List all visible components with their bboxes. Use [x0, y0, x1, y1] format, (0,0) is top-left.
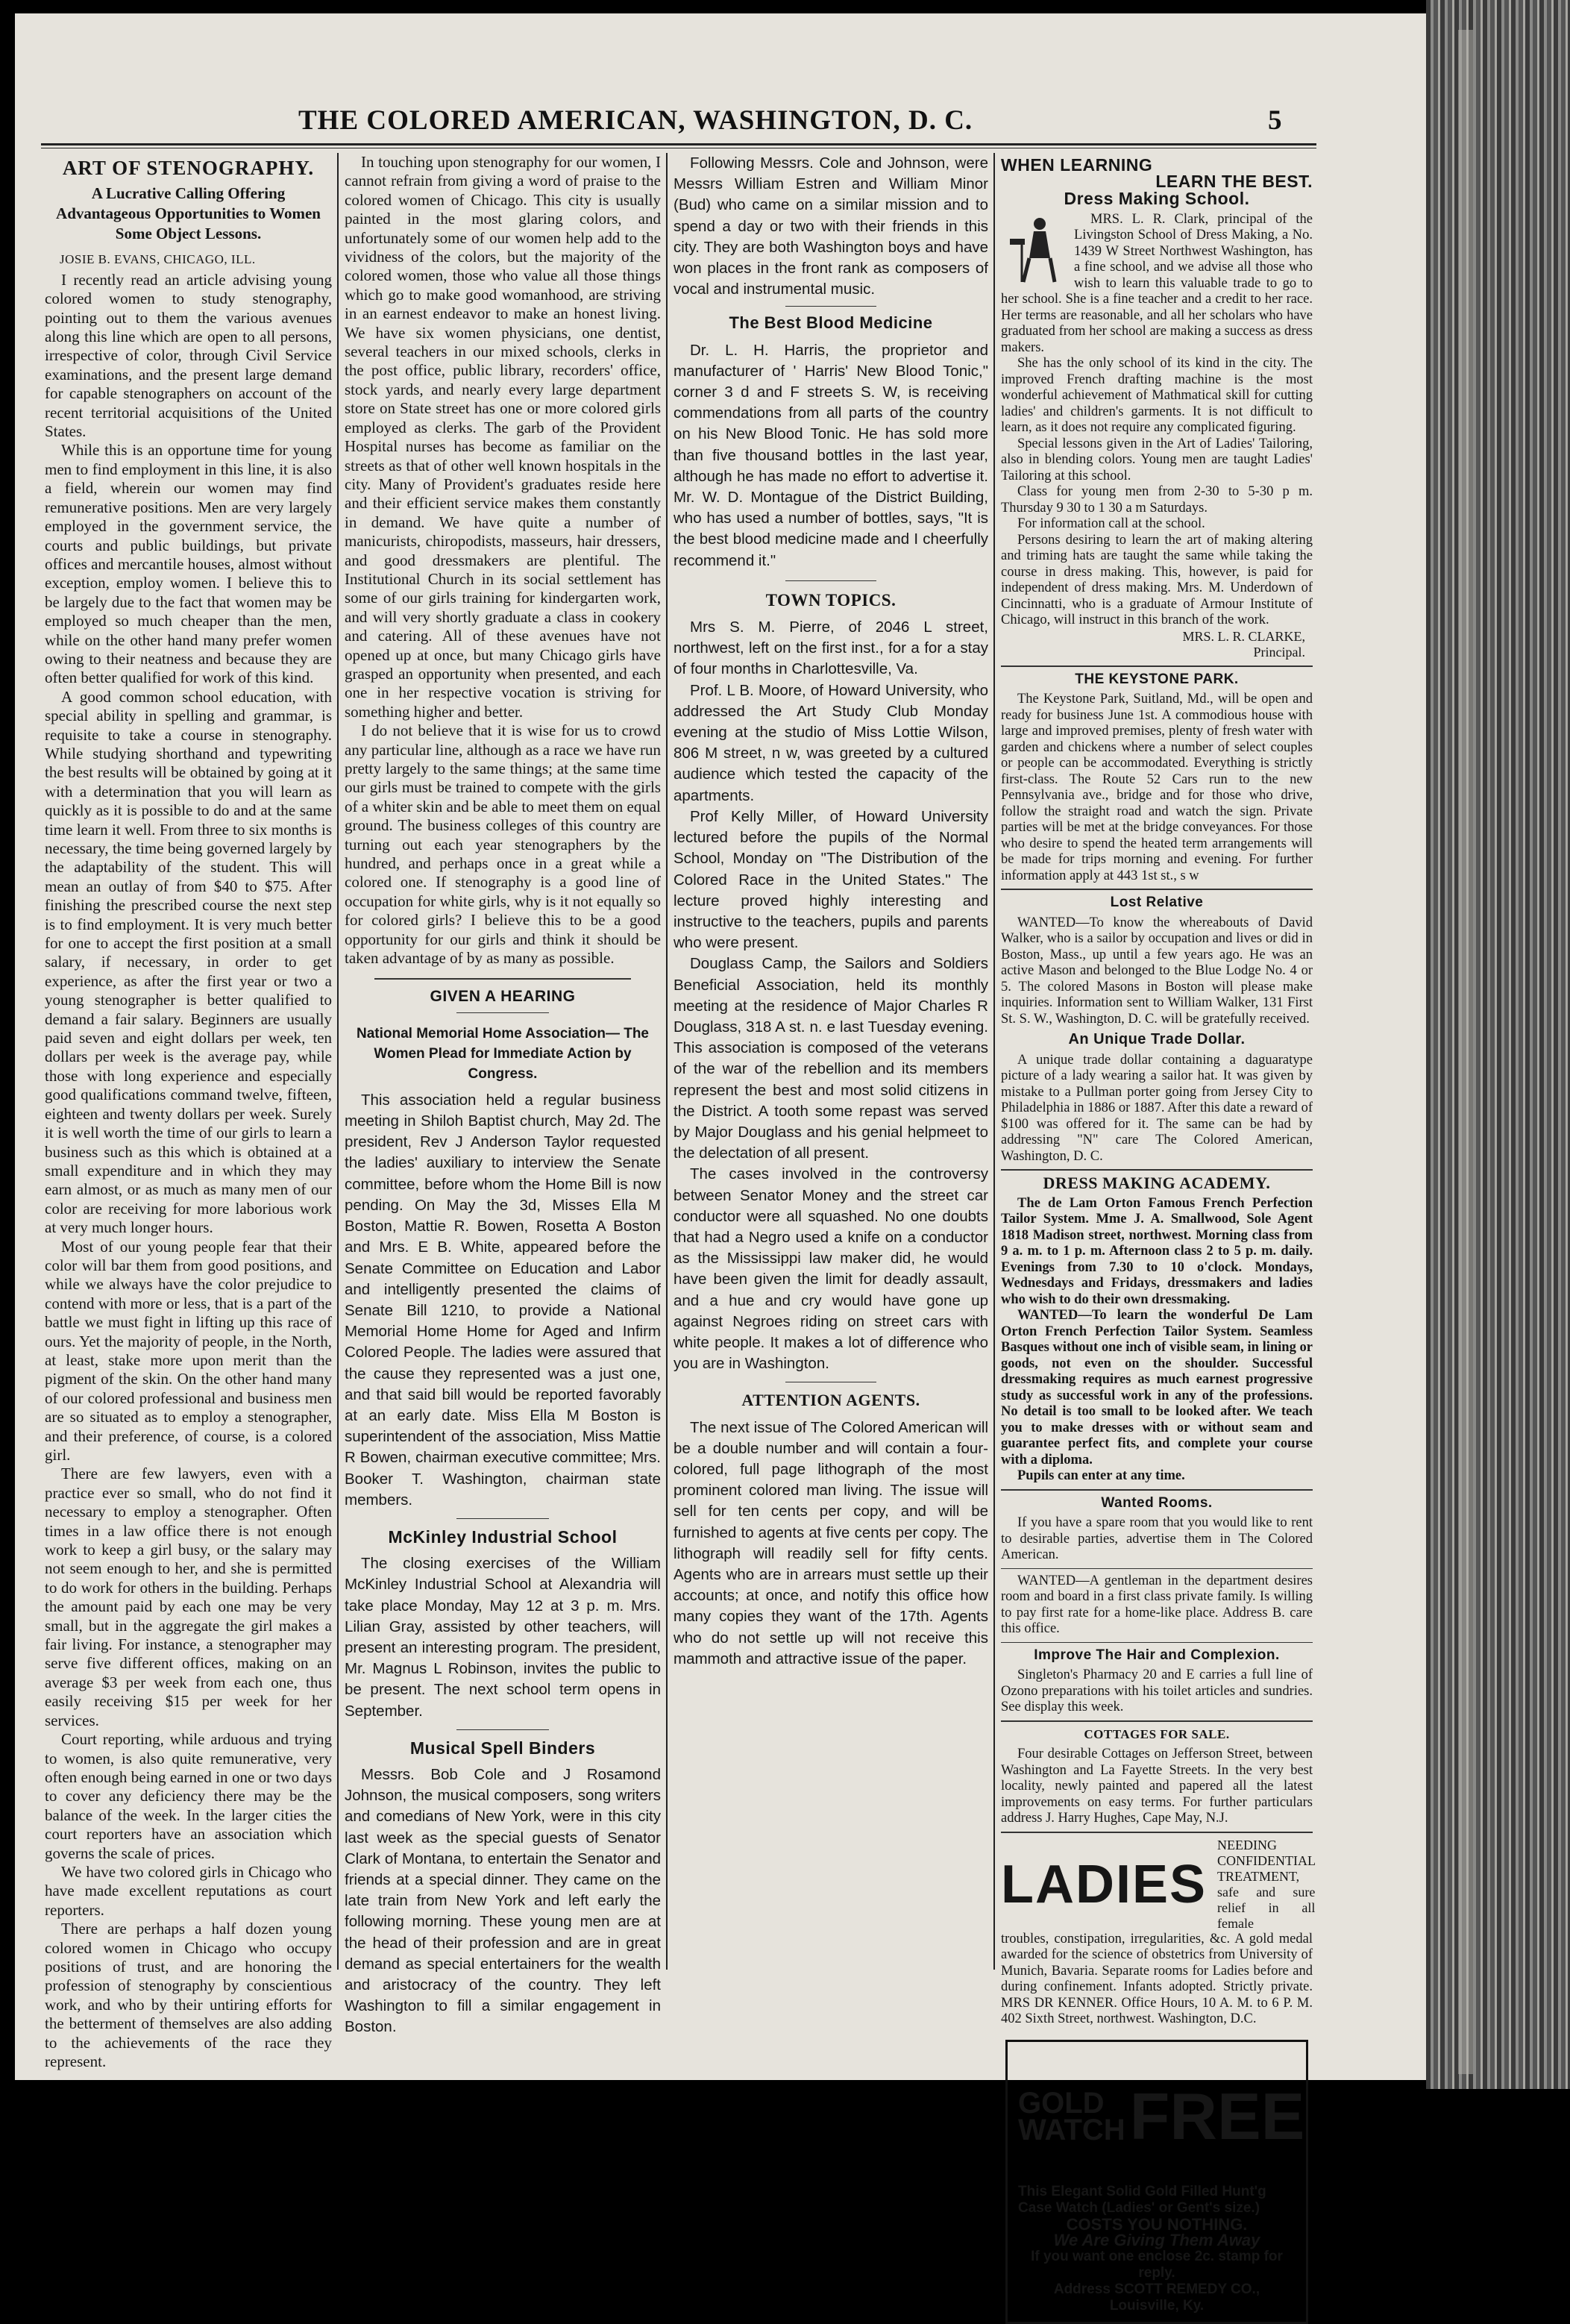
stenography-byline: JOSIE B. EVANS, CHICAGO, ILL.	[60, 252, 256, 267]
section-divider	[374, 978, 631, 980]
stenography-paragraph: I do not believe that it is wise for us to crowd any particular line, although as a race we have run pretty largely to the same things; at the same time our girls must be trained to compete with the girls of a whiter skin and be able to meet them on equal ground. The business colleges of this country are turning out each year stenographers by the hundred, and perhaps once in a great while a colored one. If stenography is a good line of occupation for white girls, why is it not equally so for colored girls? I believe this to be a good opportunity for our girls and think it should be taken advantage of by as many as possible.	[345, 721, 661, 968]
gold-watch-ad-gold: GOLD	[1018, 2086, 1105, 2120]
gold-watch-ad-free: FREE	[1129, 2079, 1305, 2153]
column-3	[673, 153, 988, 1670]
section-divider	[1001, 1720, 1313, 1722]
academy-paragraph: WANTED—To learn the wonderful De Lam Orton French Perfection Tailor System. Seamless Basques without one inch of visible seam, in lining or goods, not even on the shoulder. Successful dressmaking requires as much earnest progressive study as successful work in any of the professions. No detail is too small to be looked after. We teach you to make dresses with or without seam and guarantee perfect fits, and complete your course with a diploma.	[1001, 1308, 1313, 1468]
column-4	[1001, 153, 1316, 2324]
dressmaking-headline-2: LEARN THE BEST.	[1155, 171, 1313, 191]
hearing-subhead: National Memorial Home Association— The Women Plead for Immediate Action by Congress.	[356, 1025, 650, 1082]
musical-headline: Musical Spell Binders	[409, 1738, 596, 1758]
book-spine	[1426, 0, 1570, 2089]
section-divider	[785, 580, 876, 581]
gold-watch-ad-cost: COSTS YOU NOTHING.	[1066, 2214, 1248, 2234]
stenography-paragraph: In touching upon stenography for our women, I cannot refrain from giving a word of praise to the colored women of Chicago. This city is usually painted in the most glaring colors, and unfortunately some of our women help add to the vividness of the colors, but the majority of the colored women, those who value all those things which go to make good womanhood, are striving in an earnest endeavor to make an honest living. We have six women physicians, one dentist, several teachers in our mixed schools, clerks in the post office, public library, recorders' office, stock yards, and nearly every large department store on State street has one or more colored girls employed as clerks. The garb of the Provident Hospital nurses has become as familiar on the streets as that of other well known hospitals in the city. Many of Provident's graduates reside here and their efficient service makes them constantly in demand. We have quite a number of manicurists, chiropodists, masseurs, hair dressers, and good dressmakers are plentiful. The Institutional Church in its social settlement has some of our girls training for kindergarten work, and will very shortly graduate a class in cookery and catering. All of these avenues have not opened up at once, but many Chicago girls have grasped an opportunity when presented, and each one in her respective vocation is striving for something higher and better.	[345, 153, 661, 721]
stenography-paragraph: Most of our young people fear that their color will bar them from good positions, and while we always have the color prejudice to contend with more or less, that is a part of the battle we must fight in lifting up this race of ours. Yet the majority of people, in the North, at least, stake more upon merit than the pigment of the skin. On the other hand many of our colored professional and business men are so situated as to employ a stenographer, and their preference, of course, is a colored girl.	[45, 1237, 332, 1464]
musical-paragraph: Messrs. Bob Cole and J Rosamond Johnson, the musical composers, song writers and comedians of New York, were in this city last week as the special guests of Senator Clark of Montana, to entertain the Senator and friends at a special dinner. They came on the late train from New York and left early the following morning. These young men are at the head of their profession and are in great demand as special entertainers for the wealth and aristocracy of the country. They left Washington to fill a similar engagement in Boston.	[345, 1765, 661, 2036]
gold-watch-ad-reply: If you want one enclose 2c. stamp for reply.	[1031, 2248, 1283, 2281]
dressmaking-signature: MRS. L. R. CLARKE,	[1182, 628, 1305, 644]
complexion-paragraph: Singleton's Pharmacy 20 and E carries a full line of Ozono preparations with his toilet articles and sundries. See display this week.	[1001, 1667, 1313, 1714]
blood-paragraph: Dr. L. H. Harris, the proprietor and manufacturer of ' Harris' New Blood Tonic," corner 3 d and F streets S. W, is receiving commendations from all parts of the country on his New Blood Tonic. He has sold more than five thousand bottles in the last year, although he has made no effort to advertise it. Mr. W. D. Montague of the District Building, who has used a number of bottles, says, "It is the best blood medicine made and I cheerfully recommend it."	[673, 341, 988, 569]
gold-watch-ad-giveaway: We Are Giving Them Away	[1053, 2231, 1260, 2249]
ladies-ad	[1001, 1837, 1316, 1932]
cottages-paragraph: Four desirable Cottages on Jefferson Street, between Washington and La Fayette Streets. In the very best locality, newly painted and papered all the latest improvements on easy terms. For further particulars address J. Harry Hughes, Cape May, N.J.	[1001, 1747, 1313, 1826]
section-divider	[785, 306, 876, 307]
dressmaking-paragraph: Persons desiring to learn the art of making altering and triming hats are taught the same while taking the course in dress making. This, however, is paid for independent of dress making. Mrs. M. Underdown of Cincinnatti, who is a graduate of Armour Institute of Chicago, will instruct in this branch of the work.	[1001, 532, 1313, 627]
dollar-paragraph: A unique trade dollar containing a daguaratype picture of a lady wearing a sailor hat. It was given by mistake to a Pullman porter going from Jersey City to Philadelphia in 1886 or 1887. After this date a reward of $100 was offered for it. The same can be had by addressing "N" care The Colored American, Washington, D. C.	[1001, 1052, 1313, 1164]
section-divider	[1001, 889, 1313, 890]
hearing-headline: GIVEN A HEARING	[430, 988, 576, 1006]
complexion-headline: Improve The Hair and Complexion.	[1034, 1647, 1280, 1663]
gold-watch-ad-watch: WATCH	[1018, 2113, 1125, 2146]
stenography-paragraph: I recently read an article advising young colored women to study stenography, pointing out to them the various avenues along this line which are open to all persons, irrespective of color, through Civil Service examinations, and the present large demand for capable stenographers on account of the recent territorial acquisitions of the United States.	[45, 270, 332, 441]
ladies-ad-paragraph: troubles, constipation, irregularities, &c. A gold medal awarded for the science of obstetrics from University of Munich, Bavaria. Separate rooms for Ladies before and during confinement. Infants adopted. Strictly private. MRS DR KENNER. Office Hours, 10 A. M. to 6 P. M. 402 Sixth Street, northwest. Washington, D.C.	[1001, 1931, 1313, 2026]
gold-watch-ad-address: Address SCOTT REMEDY CO., Louisville, Ky.	[1053, 2281, 1260, 2314]
dressmaking-headline-3: Dress Making School.	[1064, 189, 1250, 208]
dressmaking-paragraph: She has the only school of its kind in the city. The improved French drafting machine is the most wonderful achievement of Mathmatical skill for cutting ladies' and children's garments. It is not difficult to learn, as it does not require any complicated figuring.	[1001, 356, 1313, 435]
stenography-headline: ART OF STENOGRAPHY.	[62, 157, 315, 179]
town-topics-item: The cases involved in the controversy between Senator Money and the street car conductor were all squashed. No one doubts that had a Negro used a knife on a conductor as the Mississippi law maker did, he would have been given the limit for deadly assault, and a hue and cry would have gone up against Negroes riding on street cars with white people. It makes a lot of difference who you are in Washington.	[673, 1165, 988, 1373]
ladies-ad-word: LADIES	[1001, 1854, 1208, 1914]
town-topics-item: Prof Kelly Miller, of Howard University lectured before the pupils of the Normal School, Monday on "The Distribution of the Colored Race in the United States." The lecture proved highly interesting and instructive to the teachers, pupils and parents who were present.	[673, 807, 988, 952]
stenography-paragraph: While this is an opportune time for young men to find employment in this line, it is also a field, wherein our women may find remunerative positions. Men are very largely employed in the government service, the courts and public buildings, but private offices and mercantile houses, almost without exception, employ women. I believe this to be largely due to the fact that women may be employed so much cheaper than the men, while on the other hand many prefer women owing to their neatness and because they are often better qualified for work of this kind.	[45, 441, 332, 687]
relative-paragraph: WANTED—To know the whereabouts of David Walker, who is a sailor by occupation and lives or did in Boston, Mass., up until a few years ago. He was an active Mason and belonged to the Blue Lodge No. 4 or 5. The colored Masons in Boston will please make inquiries. Information sent to William Walker, 131 First St. S. W., Washington, D. C. will be gratefully received.	[1001, 915, 1313, 1027]
academy-headline: DRESS MAKING ACADEMY.	[1043, 1174, 1271, 1192]
dressmaking-headline-1: WHEN LEARNING	[1001, 155, 1153, 175]
gold-watch-ad	[1005, 2040, 1308, 2324]
dollar-headline: An Unique Trade Dollar.	[1068, 1031, 1246, 1047]
column-1	[45, 153, 332, 2071]
stenography-paragraph: Court reporting, while arduous and trying to women, is also quite remunerative, very often enough being earned in one or two days to cover any deficiency there may be the balance of the week. In the larger cities the court reporters have an association which governs the scale of prices.	[45, 1730, 332, 1862]
section-divider	[1001, 665, 1313, 667]
relative-headline: Lost Relative	[1110, 895, 1204, 910]
town-topics-headline: TOWN TOPICS.	[765, 590, 897, 610]
blood-headline: The Best Blood Medicine	[729, 313, 933, 333]
town-topics-item: Prof. L B. Moore, of Howard University, who addressed the Art Study Club Monday evening at the studio of Miss Lottie Wilson, 806 M street, n w, was greeted by a cultured audience which tested the capacity of the apartments.	[673, 681, 988, 804]
section-divider	[456, 1518, 549, 1519]
section-divider	[456, 1012, 549, 1013]
town-topics-item: Mrs S. M. Pierre, of 2046 L street, northwest, left on the first inst., for a for a stay of four months in Charlottesville, Va.	[673, 618, 988, 678]
dressmaking-paragraph: For information call at the school.	[1017, 516, 1205, 531]
agents-paragraph: The next issue of The Colored American will be a double number and will contain a four-colored, full page lithograph of the most prominent colored man living. The issue will sell for ten cents per copy, and will be furnished to agents at five cents per copy. The lithograph will readily sell for fifty cents. Agents who are in arrears must settle up their accounts; at once, and notify this office how many copies they want of the 17th. Agents who do not settle up will not receive this mammoth and attractive issue of the paper.	[673, 1418, 988, 1667]
academy-paragraph: Pupils can enter at any time.	[1017, 1468, 1185, 1483]
dressmaking-paragraph: Class for young men from 2-30 to 5-30 p m. Thursday 9 30 to 1 30 a m Saturdays.	[1001, 484, 1313, 516]
stenography-paragraph: There are few lawyers, even with a practice ever so small, who do not find it necessary to employ a stenographer. Often times in a law office there is not enough work to keep a girl busy, or the salary may not seem enough to her, and she is permitted to do work for others in the building. Perhaps the amount paid by each one may be very small, but in the aggregate the girl makes a fair living. For instance, a stenographer may serve five different offices, making on an average $3 per week from each one, thus easily receiving $15 per week for her services.	[45, 1465, 332, 1729]
academy-paragraph: The de Lam Orton Famous French Perfection Tailor System. Mme J. A. Smallwood, Sole Agent 1818 Madison street, northwest. Morning class from 9 a. m. to 1 p. m. Afternoon class 2 to 5 p. m. daily. Evenings from 7.30 to 10 o'clock. Mondays, Wednesdays and Fridays, dressmakers and ladies who wish to do their own dressmaking.	[1001, 1195, 1313, 1307]
section-divider	[1001, 1169, 1313, 1171]
keystone-headline: THE KEYSTONE PARK.	[1075, 671, 1239, 687]
section-divider	[456, 1729, 549, 1730]
section-divider	[1001, 1568, 1313, 1569]
stenography-subhead: A Lucrative Calling Offering Advantageous Opportunities to Women Some Object Lessons.	[56, 184, 321, 243]
column-rule-2	[666, 153, 668, 1970]
masthead-title: THE COLORED AMERICAN, WASHINGTON, D. C.	[298, 105, 973, 136]
mckinley-paragraph: The closing exercises of the William McKinley Industrial School at Alexandria will take place Monday, May 12 at 3 p. m. Mrs. Lilian Gray, assisted by other teachers, will present an interesting program. The president, Mr. Magnus L Robinson, invites the public to be present. The next school term opens in September.	[345, 1555, 661, 1720]
column-2	[345, 153, 661, 2038]
column-rule-3	[993, 153, 995, 1970]
section-divider	[1001, 1489, 1313, 1491]
section-divider	[1001, 1642, 1313, 1643]
stenography-paragraph: We have two colored girls in Chicago who have made excellent reputations as court reporters.	[45, 1862, 332, 1919]
dressmaking-paragraph: Special lessons given in the Art of Ladies' Tailoring, also in blending colors. Young men are taught Ladies' Tailoring at this school.	[1001, 436, 1313, 483]
rooms-paragraph: If you have a spare room that you would like to rent to desirable parties, advertise them in The Colored American.	[1001, 1515, 1313, 1562]
musical-paragraph-2: Following Messrs. Cole and Johnson, were Messrs William Estren and William Minor (Bud) who came on a similar mission and to spend a day or two with their friends in this city. They are both Washington boys and have won places in the front rank as composers of vocal and instrumental music.	[673, 154, 988, 298]
stenography-paragraph: There are perhaps a half dozen young colored women in Chicago who occupy positions of trust, and are honoring the profession of stenography by conscientious work, and who by their untiring efforts for the betterment of themselves are also adding to the achievements of the race they represent.	[45, 1920, 332, 2070]
dressmaking-paragraph: MRS. L. R. Clark, principal of the Livingston School of Dress Making, a No. 1439 W Street Northwest Washington, has a fine school, and we advise all those who wish to learn this valuable trade to go to her school. She is a fine teacher and a credit to her race. Her terms are reasonable, and all her scholars who have graduated from her school are making a success as dress makers.	[1001, 211, 1313, 355]
mckinley-headline: McKinley Industrial School	[388, 1526, 618, 1547]
agents-headline: ATTENTION AGENTS.	[741, 1391, 920, 1410]
rooms-headline: Wanted Rooms.	[1101, 1494, 1213, 1511]
page-number: 5	[1268, 105, 1282, 136]
cottages-headline: COTTAGES FOR SALE.	[1084, 1726, 1230, 1741]
keystone-paragraph: The Keystone Park, Suitland, Md., will be open and ready for business June 1st. A commodious house with large and improved premises, plenty of fresh water with garden and chickens where a number of select couples or people can be accommodated. Everything is strictly first-class. The Route 52 Cars run to the new Pennsylvania ave., bridge and for those who drive, follow the straight road and watch the sign. Private parties will be met at the bridge conveyances. For those who desire to spend the heated term arrangements will be made for trips morning and evening. For further information apply at 443 1st st., s w	[1001, 692, 1313, 883]
town-topics-item: Douglass Camp, the Sailors and Soldiers Beneficial Association, held its monthly meeting at the residence of Major Charles R Douglass, 318 A st. n. e last Tuesday evening. This association is composed of the veterans of the war of the rebellion and its members represent the best and most solid citizens in the District. A tooth some repast was served by Major Douglass and his genial helpmeet to the delectation of all present.	[673, 955, 988, 1162]
column-rule-1	[337, 153, 339, 1970]
rooms-paragraph-2: WANTED—A gentleman in the department desires room and board in a first class private family. Is willing to pay first rate for a home-like place. Address B. care this office.	[1001, 1573, 1313, 1636]
hearing-paragraph: This association held a regular business meeting in Shiloh Baptist church, May 2d. The president, Rev J Anderson Taylor requested the ladies' auxiliary to interview the Senate committee, before whom the Home Bill is now pending. On May the 3d, Misses Ella M Boston, Mattie R. Bowen, Rosetta A Boston and Mrs. E B. White, appeared before the Senate Committee on Education and Labor and intelligently presented the claims of Senate Bill 1210, to provide a National Memorial Home Home for Aged and Infirm Colored People. The ladies were assured that the cause they represented was a just one, and that said bill would be reported favorably at an early date. Miss Ella M Boston is superintendent of the association, Miss Mattie R Bowen, chairman executive committee; Mrs. Booker T. Washington, chairman state members.	[345, 1091, 661, 1509]
section-divider	[1001, 1832, 1313, 1833]
seamstress-illustration	[1007, 213, 1067, 285]
stenography-paragraph: A good common school education, with special ability in spelling and grammar, is requisite to take a course in stenography. While studying shorthand and typewriting the best results will be obtained by going at it with a determination that you will learn as quickly as it is possible to do and at the same time learn it well. From three to six months is necessary, the time being governed largely by the adaptability of the student. This will mean an outlay of from $40 to $75. After finishing the prescribed course the next step is to find employment. It is very much better for one to accept the first position at a small salary, if necessary, in order to get experience, as after the first year or two a young stenographer is better qualified to demand a fair salary. Beginners are usually paid seven and eight dollars per week, ten dollars per week is the average pay, while those with long experience and especially good qualifications command twelve, fifteen, eighteen and twenty dollars per week. Surely it is well worth the time of our girls to learn a business such as this which is obtained at a small expenditure and in which they may earn almost, or as much as many men of our color are receiving for more laborious work at very much longer hours.	[45, 687, 332, 1237]
dressmaking-signature-title: Principal.	[1253, 645, 1305, 660]
ladies-ad-side-text: NEEDING CONFIDENTIAL TREATMENT, safe and sure relief in all female	[1217, 1837, 1316, 1931]
gold-watch-ad-description: This Elegant Solid Gold Filled Hunt'g Case Watch (Ladies' or Gent's size.)	[1018, 2183, 1266, 2216]
book-spine-edge	[1458, 30, 1473, 2074]
masthead-rule	[41, 143, 1316, 145]
